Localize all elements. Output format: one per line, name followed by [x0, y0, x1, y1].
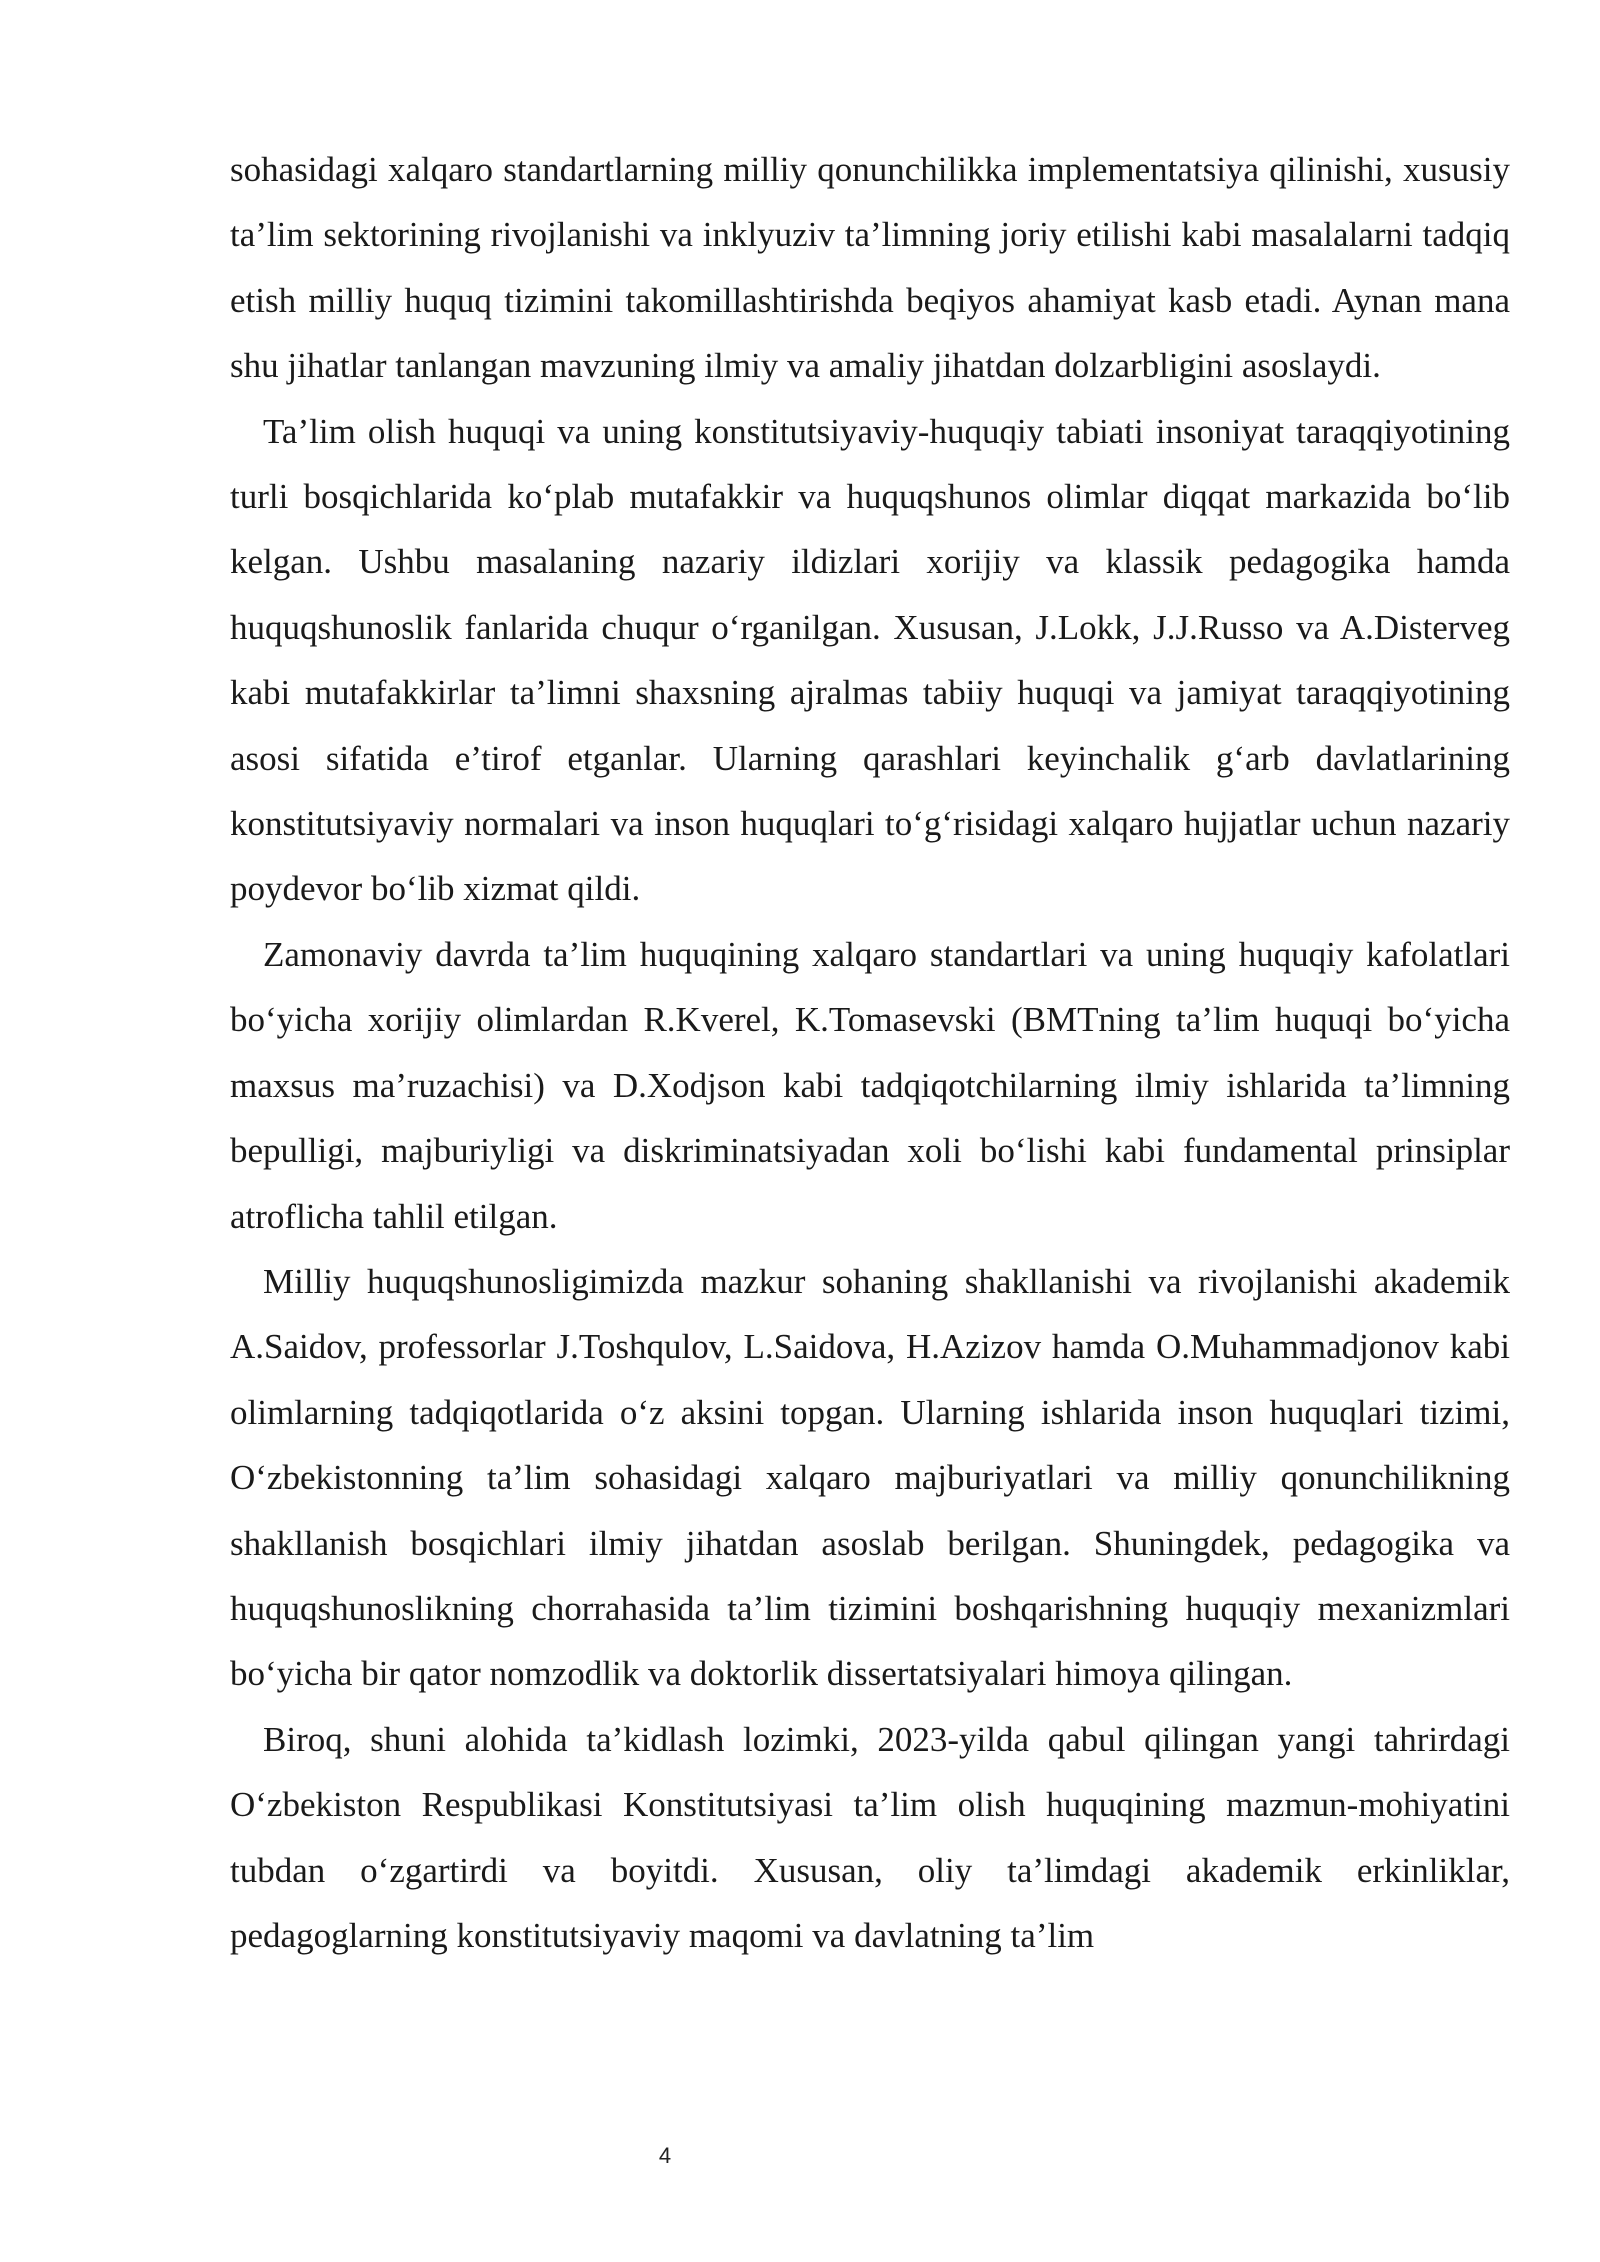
document-body: [230, 137, 1510, 1968]
page-number: 4: [658, 2143, 672, 2168]
paragraph-3: Zamonaviy davrda ta’lim huquqining xalqaro standartlari va uning huquqiy kafolatlari bo‘yicha xorijiy olimlardan R.Kverel, K.Tomasevski (BMTning ta’lim huquqi bo‘yicha maxsus ma’ruzachisi) va D.Xodjson kabi tadqiqotchilarning ilmiy ishlarida ta’limning bepulligi, majburiyligi va diskriminatsiyadan xoli bo‘lishi kabi fundamental prinsiplar atroflicha tahlil etilgan.: [230, 934, 1510, 1236]
paragraph-2: Ta’lim olish huquqi va uning konstitutsiyaviy-huquqiy tabiati insoniyat taraqqiyotining turli bosqichlarida ko‘plab mutafakkir va huquqshunos olimlar diqqat markazida bo‘lib kelgan. Ushbu masalaning nazariy ildizlari xorijiy va klassik pedagogika hamda huquqshunoslik fanlarida chuqur o‘rganilgan. Xususan, J.Lokk, J.J.Russo va A.Disterveg kabi mutafakkirlar ta’limni shaxsning ajralmas tabiiy huquqi va jamiyat taraqqiyotining asosi sifatida e’tirof etganlar. Ularning qarashlari keyinchalik g‘arb davlatlarining konstitutsiyaviy normalari va inson huquqlari to‘g‘risidagi xalqaro hujjatlar uchun nazariy poydevor bo‘lib xizmat qildi.: [230, 411, 1510, 909]
paragraph-5: Biroq, shuni alohida ta’kidlash lozimki, 2023-yilda qabul qilingan yangi tahrirdagi O‘zbekiston Respublikasi Konstitutsiyasi ta’lim olish huquqining mazmun-mohiyatini tubdan o‘zgartirdi va boyitdi. Xususan, oliy ta’limdagi akademik erkinliklar, pedagoglarning konstitutsiyaviy maqomi va davlatning ta’lim: [230, 1719, 1510, 1955]
paragraph-4: Milliy huquqshunosligimizda mazkur sohaning shakllanishi va rivojlanishi akademik A.Saidov, professorlar J.Toshqulov, L.Saidova, H.Azizov hamda O.Muhammadjonov kabi olimlarning tadqiqotlarida o‘z aksini topgan. Ularning ishlarida inson huquqlari tizimi, O‘zbekistonning ta’lim sohasidagi xalqaro majburiyatlari va milliy qonunchilikning shakllanish bosqichlari ilmiy jihatdan asoslab berilgan. Shuningdek, pedagogika va huquqshunoslikning chorrahasida ta’lim tizimini boshqarishning huquqiy mexanizmlari bo‘yicha bir qator nomzodlik va doktorlik dissertatsiyalari himoya qilingan.: [230, 1261, 1510, 1694]
paragraph-1: sohasidagi xalqaro standartlarning milliy qonunchilikka implementatsiya qilinishi, xususiy ta’lim sektorining rivojlanishi va inklyuziv ta’limning joriy etilishi kabi masalalarni tadqiq etish milliy huquq tizimini takomillashtirishda beqiyos ahamiyat kasb etadi. Aynan mana shu jihatlar tanlangan mavzuning ilmiy va amaliy jihatdan dolzarbligini asoslaydi.: [230, 150, 1510, 386]
